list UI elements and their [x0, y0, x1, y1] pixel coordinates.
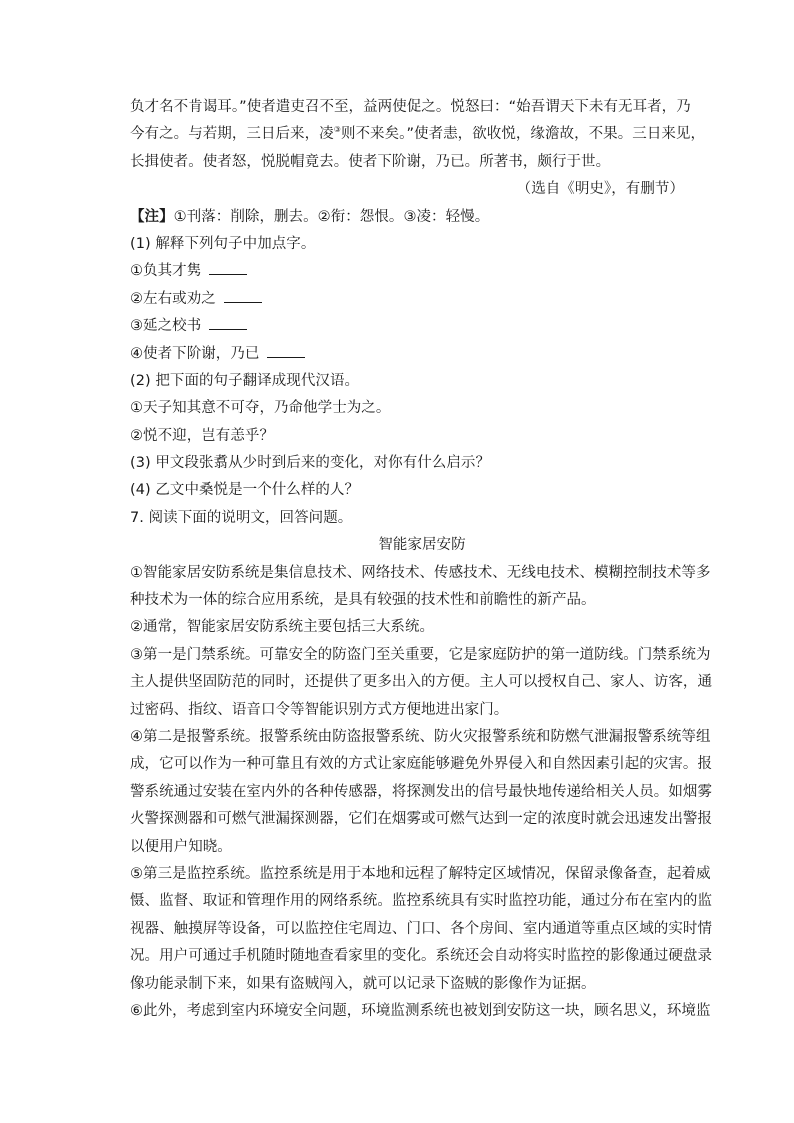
question-item-text: ③延之校书 [130, 318, 202, 335]
article-line: ⑤第三是监控系统。监控系统是用于本地和远程了解特定区域情况，保留录像备查，起着威 [130, 865, 711, 882]
article-line: 以便用户知晓。 [130, 838, 232, 855]
note-text: ①刊落：削除，删去。②衔：怨恨。③凌：轻慢。 [173, 208, 490, 225]
question-1-item [130, 341, 690, 368]
article-line: 警系统通过安装在室内外的各种传感器，将探测发出的信号最快地传递给相关人员。如烟雾 [130, 783, 712, 800]
question-2-item: ①天子知其意不可夺，乃命他学士为之。 [130, 400, 391, 417]
article-line: 况。用户可通过手机随时随地查看家里的变化。系统还会自动将实时监控的影像通过硬盘录 [130, 948, 712, 965]
passage-line: 负才名不肯谒耳。”使者遣吏召不至，益两使促之。悦怒曰：“始吾谓天下未有无耳者，乃 [130, 99, 691, 115]
article-line: 慑、监督、取证和管理作用的网络系统。监控系统具有实时监控功能，通过分布在室内的监 [130, 893, 712, 910]
article-line: ⑥此外，考虑到室内环境安全问题，环境监测系统也被划到安防这一块，顾名思义，环境监 [130, 1002, 711, 1019]
question-2-item: ②悦不迎，岂有恙乎？ [130, 427, 274, 444]
question-item-text: ②左右或劝之 [130, 290, 216, 307]
answer-blank[interactable] [209, 258, 247, 275]
question-1-prompt: (1) 解释下列句子中加点字。 [130, 235, 316, 252]
note-label: 【注】 [130, 208, 174, 225]
question-1-item [130, 286, 690, 313]
question-1-item [130, 313, 690, 340]
article-line: 主人提供坚固防范的同时，还提供了更多出入的方便。主人可以授权自己、家人、访客，通 [130, 674, 712, 691]
article-line: 过密码、指纹、语音口令等智能识别方式方便地进出家门。 [130, 701, 509, 718]
question-item-text: ①负其才隽 [130, 263, 202, 280]
passage-text: 则不来矣。”使者恚，欲收悦，缘澹故，不果。三日来见， [340, 126, 706, 143]
passage-text: 今有之。与若期，三日后来， [130, 126, 320, 143]
article-line: 像功能录制下来，如果有盗贼闯入，就可以记录下盗贼的影像作为证据。 [130, 975, 596, 992]
article-line: 种技术为一体的综合应用系统，是具有较强的技术性和前瞻性的新产品。 [130, 592, 596, 609]
article-line: ④第二是报警系统。报警系统由防盗报警系统、防火灾报警系统和防燃气泄漏报警系统等组 [130, 728, 711, 745]
document-page [130, 94, 712, 1025]
article-line: ③第一是门禁系统。可靠安全的防盗门至关重要，它是家庭防护的第一道防线。门禁系统为 [130, 646, 711, 663]
article-line: 火警探测器和可燃气泄漏探测器，它们在烟雾或可燃气达到一定的浓度时就会迅速发出警报 [130, 811, 712, 828]
passage-text: 凌 [319, 126, 334, 143]
answer-blank[interactable] [224, 286, 262, 303]
question-4: (4) 乙文中桑悦是一个什么样的人？ [130, 482, 360, 499]
article-title: 智能家居安防 [378, 537, 466, 554]
question-2-prompt: (2) 把下面的句子翻译成现代汉语。 [130, 372, 360, 389]
article-line: 成，它可以作为一种可靠且有效的方式让家庭能够避免外界侵入和自然因素引起的灾害。报 [130, 756, 712, 773]
passage-line: 长揖使者。使者怒，悦脱帽竟去。使者下阶谢，乃已。所著书，颇行于世。 [130, 153, 611, 170]
question-1-item [130, 258, 690, 285]
annotation-note [130, 204, 690, 231]
article-line: ②通常，智能家居安防系统主要包括三大系统。 [130, 619, 435, 636]
article-line: ①智能家居安防系统是集信息技术、网络技术、传感技术、无线电技术、模糊控制技术等多 [130, 564, 711, 581]
footnote-marker: ③ [333, 125, 341, 135]
article-line: 视器、触摸屏等设备，可以监控住宅周边、门口、各个房间、室内通道等重点区域的实时情 [130, 920, 712, 937]
answer-blank[interactable] [267, 341, 305, 358]
question-item-text: ④使者下阶谢，乃已 [130, 345, 260, 362]
passage-source: （选自《明史》，有删节） [516, 181, 684, 198]
answer-blank[interactable] [209, 313, 247, 330]
passage-line [130, 121, 706, 148]
question-3: (3) 甲文段张翥从少时到后来的变化，对你有什么启示？ [130, 455, 490, 472]
question-7-prompt: 7. 阅读下面的说明文，回答问题。 [130, 509, 353, 526]
